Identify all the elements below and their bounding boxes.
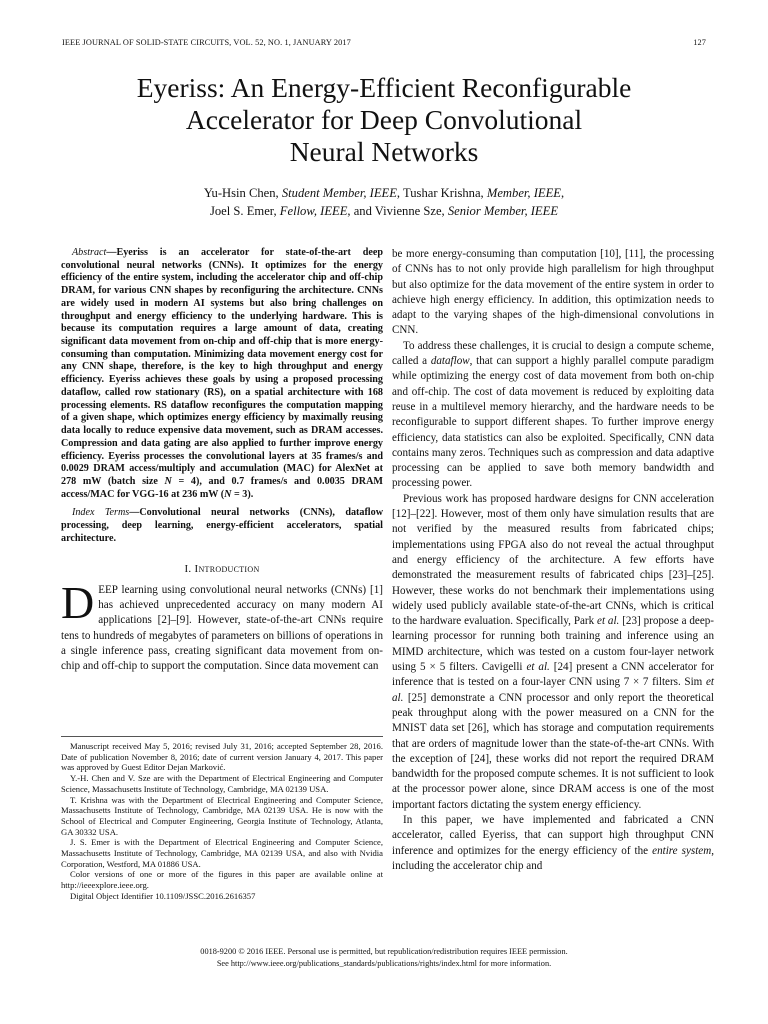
body-text: , including the accelerator chip and [392, 844, 714, 872]
body-text: Previous work has proposed hardware designs for CNN acceleration [12]–[22]. However, most of them only have simulation results that are not verified by the measured results from fabricated chips; implementations using FPGA also do not reveal the actual throughput and energy efficiency of the architecture. A few efforts have demonstrated the measurement results of fabricated chips [23]–[25]. However, these works do not benchmark their implementations using widely used publicly available state-of-the-art CNNs, which is critical to the hardware evaluation. Specifically, Park [392, 492, 714, 628]
abstract-dash: — [106, 247, 117, 258]
body-paragraph [392, 339, 714, 492]
author-line-1 [60, 184, 708, 202]
abstract-text: Eyeriss is an accelerator for state-of-the-art deep convolutional neural networks (CNNs). It optimizes for the energy efficiency of the entire system, including the accelerator chip and off-chip DRAM, for various CNN shapes by reconfiguring the architecture. CNNs are widely used in modern AI systems but also bring challenges on throughput and energy efficiency to the underlying hardware. This is because its computation requires a large amount of data, creating significant data movement from on-chip and off-chip that is more energy-consuming than computation. Minimizing data movement energy cost for any CNN shape, therefore, is the key to high throughput and energy efficiency. Eyeriss achieves these goals by using a proposed processing dataflow, called row stationary (RS), on a spatial architecture with 168 processing elements. RS dataflow reconfigures the computation mapping of a given shape, which optimizes energy efficiency by maximally reusing data locally to reduce expensive data movement, such as DRAM accesses. Compression and data gating are also applied to further improve energy efficiency. Eyeriss processes the convolutional layers at 35 frames/s and 0.0029 DRAM access/multiply and accumulation (MAC) for AlexNet at 278 mW (batch size [61, 247, 383, 487]
copyright-line-2: See http://www.ieee.org/publications_standards/publications/rights/index.html for more information. [216, 958, 552, 968]
footnote-doi: Digital Object Identifier 10.1109/JSSC.2016.2616357 [70, 890, 256, 901]
section-numeral: I. [184, 562, 195, 575]
abstract-var: N [164, 475, 172, 487]
body-text: [23] propose a deep-learning processor for running both training and inference using an MIMD architecture, which was tested on a custom four-layer network using 5 × 5 filters. Cavigelli [392, 615, 715, 674]
footnotes [61, 741, 383, 902]
abstract-var: N [224, 488, 232, 500]
title-line-2: Accelerator for Deep Convolutional [185, 104, 583, 135]
abstract [61, 247, 383, 501]
footnote-krishna: T. Krishna was with the Department of Electrical Engineering and Computer Science, Massachusetts Institute of Technology, Cambridge, MA 02139 USA. He is now with the School of Electrical and Computer Engineering, Georgia Institute of Technology, Atlanta, GA 30332 USA. [61, 794, 383, 837]
body-paragraph [392, 813, 714, 874]
body-emphasis: et al. [392, 676, 714, 704]
body-emphasis: entire system [652, 844, 712, 857]
abstract-text: = 4), and 0.7 frames/s and 0.0035 DRAM access/MAC for VGG-16 at 236 mW ( [61, 475, 383, 500]
author-role: Student Member, IEEE [281, 186, 397, 200]
author-role: Fellow, IEEE [279, 204, 348, 218]
body-text: [24] present a CNN accelerator for inference that is tested on a four-layer CNN using 7 × 7 filters. Sim [392, 661, 715, 689]
body-paragraph [392, 492, 714, 813]
author-list [60, 184, 708, 220]
author-line-2 [60, 202, 708, 220]
author-name: , and Vivienne Sze, [347, 204, 448, 218]
intro-paragraph [61, 576, 383, 675]
running-header [62, 38, 706, 50]
journal-citation: IEEE JOURNAL OF SOLID-STATE CIRCUITS, VOL. 52, NO. 1, JANUARY 2017 [62, 38, 351, 47]
body-text: To address these challenges, it is crucial to design a compute scheme, called a [392, 339, 714, 368]
title-line-1: Eyeriss: An Energy-Efficient Reconfigurable [136, 72, 632, 103]
index-terms [61, 507, 383, 545]
section-title: Introduction [194, 562, 260, 575]
author-role: Senior Member, IEEE [447, 204, 559, 218]
drop-cap: D [61, 576, 95, 628]
abstract-text: = 3). [231, 488, 254, 500]
body-text: , that can support a highly parallel compute paradigm while optimizing the energy cost of data movement from both on-chip and off-chip. The cost of data movement is reduced by exploiting data reuse in a multilevel memory hierarchy, and the hardware needs to be reconfigurable to support different shapes. To further improve energy efficiency, data statistics can also be exploited. Specifically, CNN data contains many zeros. Techniques such as compression and data adaptive processing can be applied to save both memory bandwidth and processing power. [392, 355, 714, 490]
author-name: Joel S. Emer, [209, 204, 280, 218]
title-line-3: Neural Networks [289, 136, 479, 167]
body-emphasis: dataflow [430, 355, 470, 368]
body-paragraph: be more energy-consuming than computation [10], [11], the processing of CNNs has to not only provide high parallelism for high throughput but also optimize for the data movement of the entire system in order to achieve high energy efficiency. In addition, this optimization needs to adapt to the varying shapes of the high-dimensional convolutions in CNN. [392, 248, 714, 337]
footnote-emer: J. S. Emer is with the Department of Electrical Engineering and Computer Science, Massachusetts Institute of Technology, Cambridge, MA 02139 USA, and also with Nvidia Corporation, Westford, MA 01886 USA. [61, 837, 383, 869]
paper-title [60, 72, 708, 168]
author-role: Member, IEEE [486, 186, 561, 200]
index-terms-text: Convolutional neural networks (CNNs), dataflow processing, deep learning, energy-efficient accelerators, spatial architecture. [61, 507, 383, 544]
footnote-manuscript: Manuscript received May 5, 2016; revised July 31, 2016; accepted September 28, 2016. Date of publication November 8, 2016; date of current version January 4, 2017. This paper was approved by Guest Editor Dejan Marković. [61, 741, 383, 773]
abstract-label: Abstract [72, 247, 107, 258]
author-name: , Tushar Krishna, [396, 186, 487, 200]
body-emphasis: et al. [597, 615, 620, 628]
left-column [61, 247, 383, 901]
footnote-rule [61, 736, 383, 737]
intro-text: EEP learning using convolutional neural networks (CNNs) [1] has achieved unprecedented accuracy on many modern AI applications [2]–[9]. However, state-of-the-art CNNs require tens to hundreds of megabytes of parameters on billions of operations in a single inference pass, creating significant data movement from on-chip and off-chip to support the computation. Since data movement can [61, 583, 383, 673]
right-column [392, 247, 714, 874]
copyright-notice [60, 946, 708, 969]
copyright-line-1: 0018-9200 © 2016 IEEE. Personal use is permitted, but republication/redistribution requires IEEE permission. [200, 947, 568, 956]
author-name: Yu-Hsin Chen, [203, 186, 282, 200]
body-text: In this paper, we have implemented and fabricated a CNN accelerator, called Eyeriss, that can support high throughput CNN inference and optimizes for the energy efficiency of the [392, 813, 714, 857]
body-emphasis: et al. [526, 661, 550, 674]
index-terms-label: Index Terms [72, 507, 130, 519]
page-number: 127 [693, 38, 706, 47]
footnote-chen-sze: Y.-H. Chen and V. Sze are with the Department of Electrical Engineering and Computer Science, Massachusetts Institute of Technology, Cambridge, MA 02139 USA. [61, 773, 383, 794]
author-separator: , [560, 186, 565, 200]
section-heading-introduction [61, 562, 383, 577]
footnote-color: Color versions of one or more of the figures in this paper are available online at http://ieeexplore.ieee.org. [61, 869, 383, 891]
body-text: [25] demonstrate a CNN processor and only report the theoretical peak throughput along with the power measured on a CNN for the MNIST data set [26], which has storage and computation requirements that are orders of magnitude lower than the state-of-the-art CNNs. With the exception of [24], these works did not report the required DRAM bandwidth for the proposed compute schemes. It is not sufficient to look at the processor power alone, since DRAM access is one of the most important factors dictating the system energy efficiency. [392, 691, 714, 811]
index-terms-dash: — [129, 507, 140, 519]
